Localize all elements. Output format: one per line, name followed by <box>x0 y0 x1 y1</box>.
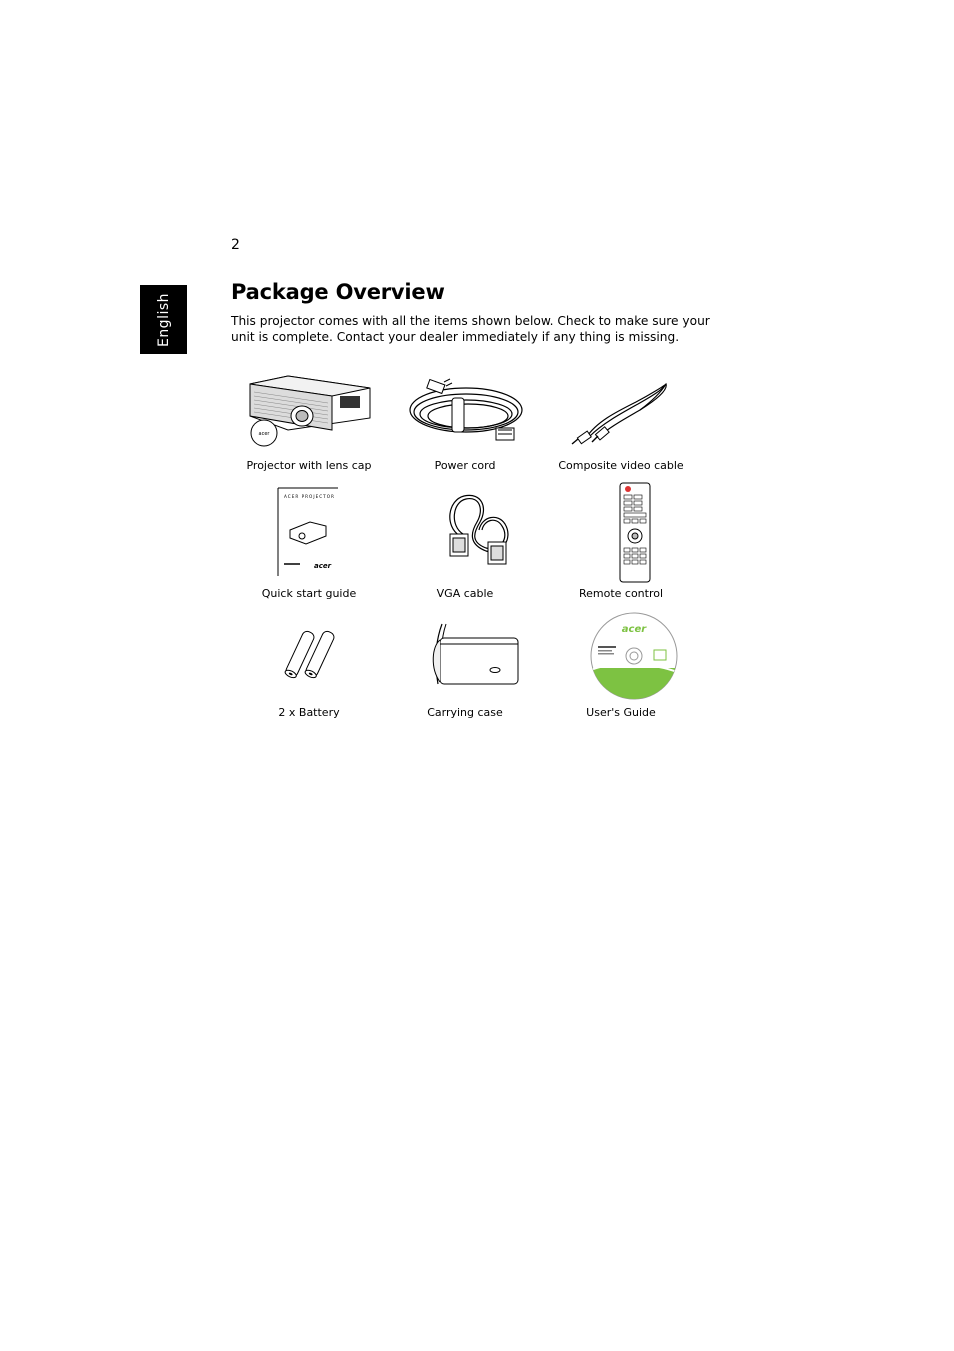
battery-icon <box>231 620 387 700</box>
language-tab <box>140 285 187 354</box>
quick-start-guide-icon <box>231 486 387 578</box>
item-caption: User's Guide <box>586 706 656 719</box>
disc-logo: acer <box>621 624 647 635</box>
guide-header: ACER PROJECTOR <box>284 494 335 499</box>
item-caption: VGA cable <box>436 587 494 600</box>
item-caption: Power cord <box>434 459 496 472</box>
language-tab-label: English <box>155 292 172 347</box>
remote-control-icon <box>543 482 699 584</box>
projector-icon <box>231 372 387 452</box>
item-caption: 2 x Battery <box>278 706 340 719</box>
page-title: Package Overview <box>231 280 445 304</box>
guide-logo: acer <box>314 562 332 570</box>
composite-cable-icon <box>543 372 699 452</box>
item-caption: Remote control <box>578 587 664 600</box>
item-caption: Projector with lens cap <box>246 459 372 472</box>
power-cord-icon <box>387 372 543 452</box>
intro-paragraph: This projector comes with all the items shown below. Check to make sure your unit is complete. Contact your dealer immediately if any thing is missing. <box>231 314 710 344</box>
lens-cap-logo: acer <box>258 431 270 437</box>
vga-cable-icon <box>387 486 543 578</box>
item-caption: Carrying case <box>427 706 503 719</box>
item-caption: Composite video cable <box>558 459 684 472</box>
carrying-case-icon <box>387 620 543 700</box>
page-number: 2 <box>231 237 240 253</box>
item-caption: Quick start guide <box>261 587 357 600</box>
user-guide-disc-icon <box>543 610 699 702</box>
